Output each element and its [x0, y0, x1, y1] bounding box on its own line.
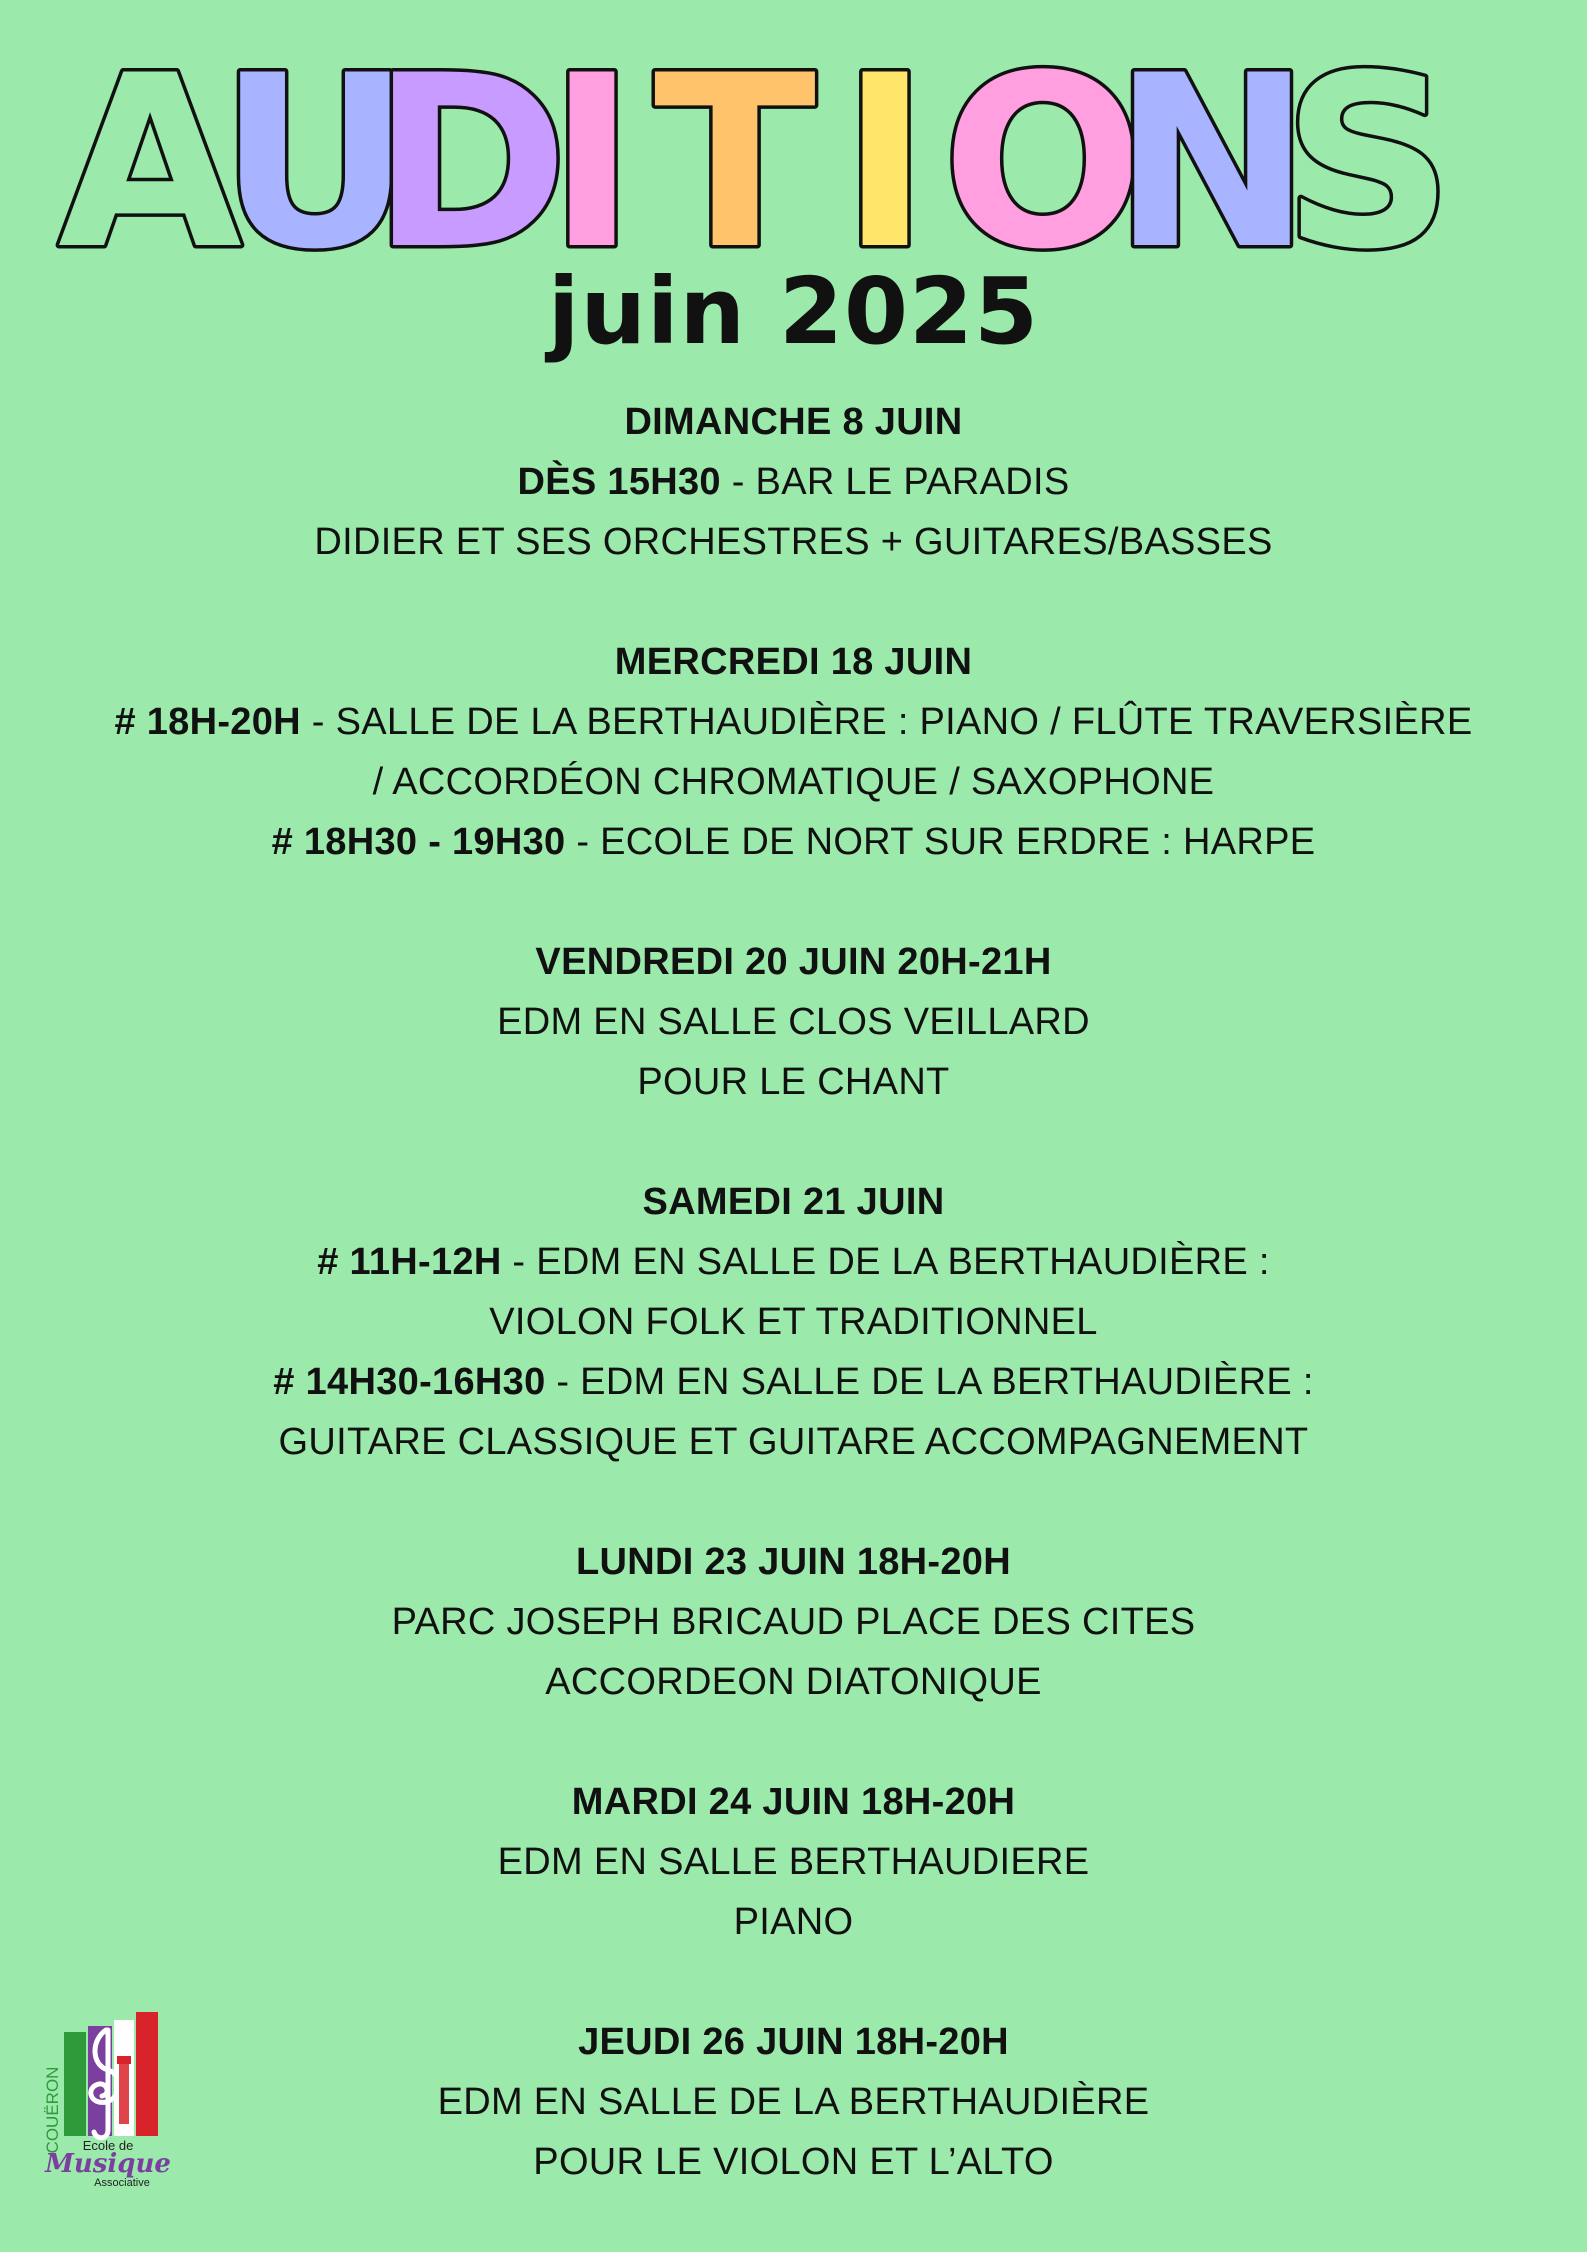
event-text: / ACCORDÉON CHROMATIQUE / SAXOPHONE: [372, 761, 1215, 803]
event-time: # 11H-12H: [317, 1241, 502, 1283]
event-detail-line: [30, 1412, 1557, 1472]
event-block: [30, 632, 1557, 872]
event-heading: MARDI 24 JUIN 18H-20H: [571, 1781, 1016, 1823]
event-detail-line: [30, 1292, 1557, 1352]
event-detail-line: [30, 752, 1557, 812]
event-detail-line: [30, 692, 1557, 752]
event-text: - BAR LE PARADIS: [720, 461, 1070, 503]
event-text: DIDIER ET SES ORCHESTRES + GUITARES/BASSES: [314, 521, 1273, 563]
title-letter: I: [840, 40, 930, 280]
event-heading: MERCREDI 18 JUIN: [614, 641, 973, 683]
event-text: ACCORDEON DIATONIQUE: [545, 1661, 1042, 1703]
logo-line1: Ecole de: [82, 2138, 134, 2153]
title-letter: I: [547, 40, 637, 280]
school-logo: [36, 1990, 176, 2190]
logo-line2: Musique: [45, 2149, 171, 2179]
logo-green-band: [64, 2032, 86, 2136]
event-detail-line: [30, 1232, 1557, 1292]
event-heading: LUNDI 23 JUIN 18H-20H: [576, 1541, 1011, 1583]
event-block: [30, 392, 1557, 572]
event-detail-line: [30, 1052, 1557, 1112]
event-detail-line: [30, 812, 1557, 872]
title-letter: U: [218, 40, 412, 280]
event-text: PIANO: [733, 1901, 854, 1943]
title-letter: T: [653, 40, 817, 280]
event-text: PARC JOSEPH BRICAUD PLACE DES CITES: [391, 1601, 1196, 1643]
event-text: - EDM EN SALLE DE LA BERTHAUDIÈRE :: [501, 1241, 1270, 1283]
title-letter: A: [57, 40, 243, 280]
logo-red-band: [136, 2012, 158, 2136]
event-text: - EDM EN SALLE DE LA BERTHAUDIÈRE :: [545, 1361, 1314, 1403]
event-detail-line: [30, 2072, 1557, 2132]
logo-line3: Associative: [94, 2177, 150, 2189]
event-text: EDM EN SALLE DE LA BERTHAUDIÈRE: [437, 2081, 1150, 2123]
event-time: # 18H30 - 19H30: [271, 821, 566, 863]
event-text: GUITARE CLASSIQUE ET GUITARE ACCOMPAGNEMENT: [278, 1421, 1309, 1463]
event-block: [30, 932, 1557, 1112]
event-time: # 18H-20H: [114, 701, 301, 743]
event-block: [30, 1532, 1557, 1712]
event-detail-line: [30, 452, 1557, 512]
event-block: [30, 2012, 1557, 2192]
event-text: VIOLON FOLK ET TRADITIONNEL: [489, 1301, 1098, 1343]
event-detail-line: [30, 2132, 1557, 2192]
event-heading: DIMANCHE 8 JUIN: [624, 401, 963, 443]
event-detail-line: [30, 1352, 1557, 1412]
event-text: - ECOLE DE NORT SUR ERDRE : HARPE: [565, 821, 1316, 863]
event-detail-line: [30, 1892, 1557, 1952]
subtitle-date: juin 2025: [547, 258, 1040, 365]
event-heading: VENDREDI 20 JUIN 20H-21H: [535, 941, 1052, 983]
title-letter: S: [1282, 40, 1454, 280]
event-block: [30, 1772, 1557, 1952]
event-text: EDM EN SALLE BERTHAUDIERE: [497, 1841, 1090, 1883]
lighthouse-icon: [117, 2056, 131, 2124]
auditions-title: [0, 40, 1587, 280]
event-detail-line: [30, 1652, 1557, 1712]
event-text: EDM EN SALLE CLOS VEILLARD: [497, 1001, 1090, 1043]
event-detail-line: [30, 1832, 1557, 1892]
event-time: DÈS 15H30: [517, 461, 721, 503]
event-text: - SALLE DE LA BERTHAUDIÈRE : PIANO / FLÛTE TRAVERSIÈRE: [300, 701, 1473, 743]
event-detail-line: [30, 512, 1557, 572]
schedule-list: [30, 392, 1557, 2252]
title-letter: O: [941, 40, 1145, 280]
title-letter: D: [371, 40, 569, 280]
event-heading: JEUDI 26 JUIN 18H-20H: [578, 2021, 1009, 2063]
title-letter: N: [1112, 40, 1312, 280]
event-text: POUR LE CHANT: [637, 1061, 950, 1103]
event-time: # 14H30-16H30: [273, 1361, 546, 1403]
event-block: [30, 1172, 1557, 1472]
logo-town-text: COUËRON: [43, 2066, 62, 2154]
event-detail-line: [30, 992, 1557, 1052]
event-detail-line: [30, 1592, 1557, 1652]
event-text: POUR LE VIOLON ET L’ALTO: [533, 2141, 1054, 2183]
event-heading: SAMEDI 21 JUIN: [642, 1181, 945, 1223]
